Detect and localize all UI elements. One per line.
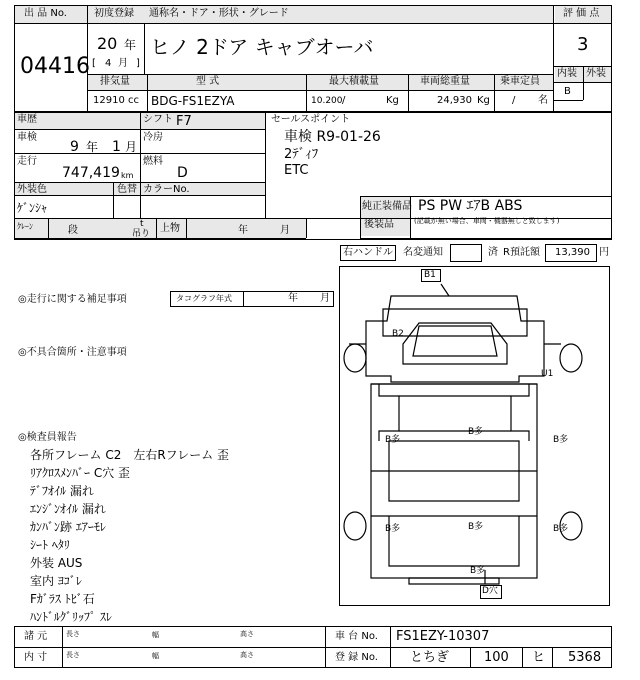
- displacement-value: 12910: [93, 95, 125, 106]
- interior-dims-label: 内 寸: [24, 652, 48, 663]
- interior-height-label: 高さ: [240, 651, 254, 659]
- model-value: BDG-FS1EZYA: [151, 94, 235, 108]
- reg-month: 4: [105, 58, 112, 69]
- rego-change-box: [450, 244, 482, 262]
- exterior-color-value: ｹﾞﾝｼｬ: [17, 201, 48, 215]
- aftermarket-note: (記載が無い場合、車両・機器無しと致します): [414, 217, 560, 225]
- max-load-sep: /: [342, 95, 346, 106]
- mark-b1: B1: [424, 270, 436, 280]
- exterior-color-label: 外装色: [17, 184, 47, 195]
- dims-length-label: 長さ: [66, 630, 80, 638]
- max-load-value: 10.200: [311, 96, 343, 106]
- color-change-label: 色替: [117, 184, 137, 195]
- mark-b-many-mid: B多: [468, 522, 484, 532]
- plate-number: 5368: [568, 650, 602, 665]
- mark-b-many-rear: B多: [470, 566, 486, 576]
- mark-u1: U1: [541, 369, 554, 379]
- tacho-month: 月: [320, 293, 330, 304]
- crane-hang: 吊り: [132, 229, 151, 239]
- gross-weight-value: 24,930: [437, 95, 472, 106]
- recycle-prefix: 済: [488, 247, 498, 258]
- crane-label: ｸﾚｰﾝ: [17, 222, 33, 231]
- inspection-year-unit: 年: [86, 140, 99, 154]
- chassis-no: FS1EZY-10307: [396, 629, 490, 644]
- plate-region: とちぎ: [410, 650, 450, 665]
- model-label: 型 式: [196, 76, 220, 87]
- interior-length-label: 長さ: [66, 651, 80, 659]
- vehicle-name: ヒノ 2ドア キャブオーバ: [150, 35, 374, 59]
- dims-width-label: 幅: [152, 631, 159, 639]
- gross-weight-unit: Kg: [477, 95, 490, 106]
- dims-height-label: 高さ: [240, 630, 254, 638]
- recycle-amount: 13,390: [555, 247, 590, 258]
- inspection-month-unit: 月: [125, 140, 138, 154]
- dims-label: 諸 元: [24, 631, 48, 642]
- aftermarket-label: 後装品: [364, 219, 394, 230]
- mileage-value: 747,419: [62, 165, 120, 181]
- max-load-label: 最大積載量: [329, 76, 379, 87]
- interior-label: 内装: [557, 68, 577, 79]
- mark-b-many-left2: B多: [385, 524, 401, 534]
- inspector-line-6: ｼｰﾄ ﾍﾀﾘ: [30, 538, 70, 552]
- recycle-label: R預託額: [503, 247, 540, 258]
- capacity-label: 乗車定員: [500, 76, 540, 87]
- sales-points-label: セールスポイント: [271, 114, 351, 125]
- plate-class: 100: [484, 650, 509, 665]
- reg-month-bracket: [: [92, 58, 96, 69]
- inspector-line-2: ﾘｱｸﾛｽﾒﾝﾊﾞｰ C穴 歪: [30, 466, 131, 480]
- exterior-label: 外装: [586, 68, 606, 79]
- score-label: 評 価 点: [563, 8, 600, 19]
- rego-change-label: 名変通知: [403, 247, 443, 258]
- tachograph-label: タコグラフ年式: [176, 294, 232, 303]
- super-month: 月: [280, 225, 290, 236]
- inspection-year: 9: [70, 139, 79, 155]
- recycle-unit: 円: [599, 247, 609, 258]
- mark-d-hole: D穴: [482, 586, 498, 596]
- capacity-sep: /: [512, 95, 516, 106]
- mileage-unit: km: [121, 171, 134, 180]
- mark-b-many-left: B多: [385, 435, 401, 445]
- color-code-label: カラーNo.: [143, 184, 190, 195]
- inspector-label: ◎検査員報告: [18, 432, 77, 443]
- mark-b-many-right: B多: [553, 435, 569, 445]
- lot-no-label: 出 品 No.: [24, 8, 67, 19]
- sales-point-line-3: ETC: [284, 163, 309, 178]
- inspection-label: 車検: [17, 132, 37, 143]
- inspector-line-8: 室内 ﾖｺﾞﾚ: [30, 574, 82, 588]
- max-load-unit: Kg: [386, 95, 399, 106]
- mark-b-many-top: B多: [468, 427, 484, 437]
- ac-label: 冷房: [143, 132, 163, 143]
- first-reg-label: 初度登録: [94, 8, 134, 19]
- capacity-unit: 名: [538, 95, 548, 106]
- inspector-line-4: ｴﾝｼﾞﾝｵｲﾙ 漏れ: [30, 502, 106, 516]
- crane-t: t: [140, 219, 144, 229]
- shift-label: シフト: [143, 114, 173, 125]
- defects-label: ◎不具合箇所・注意事項: [18, 347, 127, 358]
- super-year: 年: [238, 225, 248, 236]
- standard-equip-label: 純正装備品: [362, 201, 412, 212]
- inspector-line-10: ﾊﾝﾄﾞﾙｸﾞﾘｯﾌﾟ ｽﾚ: [30, 610, 112, 624]
- inspector-line-3: ﾃﾞﾌｵｲﾙ 漏れ: [30, 484, 94, 498]
- sales-point-line-2: 2ﾃﾞｨﾌ: [284, 147, 319, 162]
- interior-width-label: 幅: [152, 652, 159, 660]
- shift-value: F7: [176, 114, 192, 129]
- displacement-label: 排気量: [100, 76, 130, 87]
- name-label: 通称名・ドア・形状・グレード: [149, 8, 289, 19]
- standard-equip-value: PS PW ｴｱB ABS: [418, 198, 523, 214]
- score: 3: [577, 34, 589, 55]
- history-label: 車歴: [17, 114, 37, 125]
- mark-b2: B2: [392, 329, 404, 339]
- plate-kana: ヒ: [532, 650, 546, 665]
- inspector-line-1: 各所フレーム C2 左右Rフレーム 歪: [30, 448, 230, 462]
- crane-stage: 段: [68, 225, 78, 236]
- fuel-value: D: [177, 165, 188, 181]
- displacement-unit: cc: [128, 95, 139, 106]
- lot-no: 04416: [20, 54, 90, 79]
- mark-b-many-right2: B多: [553, 524, 569, 534]
- right-hand-label: 右ハンドル: [343, 247, 393, 258]
- interior-grade: B: [564, 86, 571, 97]
- reg-month-bracket-close: ]: [136, 58, 140, 69]
- reg-year: 20: [97, 34, 118, 53]
- reg-month-unit: 月: [118, 58, 128, 69]
- sales-point-line-1: 車検 R9-01-26: [284, 129, 381, 145]
- gross-weight-label: 車両総重量: [420, 76, 470, 87]
- mileage-label: 走行: [17, 156, 37, 167]
- driving-notes-label: ◎走行に関する補足事項: [18, 294, 127, 305]
- inspector-line-5: ｶﾝﾊﾞﾝ跡 ｴｱｰﾓﾚ: [30, 520, 106, 534]
- inspector-line-7: 外装 AUS: [30, 556, 83, 570]
- inspector-line-9: Fｶﾞﾗｽ ﾄﾋﾞ石: [30, 592, 95, 606]
- plate-label: 登 録 No.: [335, 652, 378, 663]
- superstructure-label: 上物: [160, 223, 180, 234]
- reg-year-unit: 年: [124, 38, 137, 52]
- tacho-year: 年: [288, 293, 298, 304]
- inspection-month: 1: [112, 139, 121, 155]
- chassis-label: 車 台 No.: [335, 631, 378, 642]
- fuel-label: 燃料: [143, 156, 163, 167]
